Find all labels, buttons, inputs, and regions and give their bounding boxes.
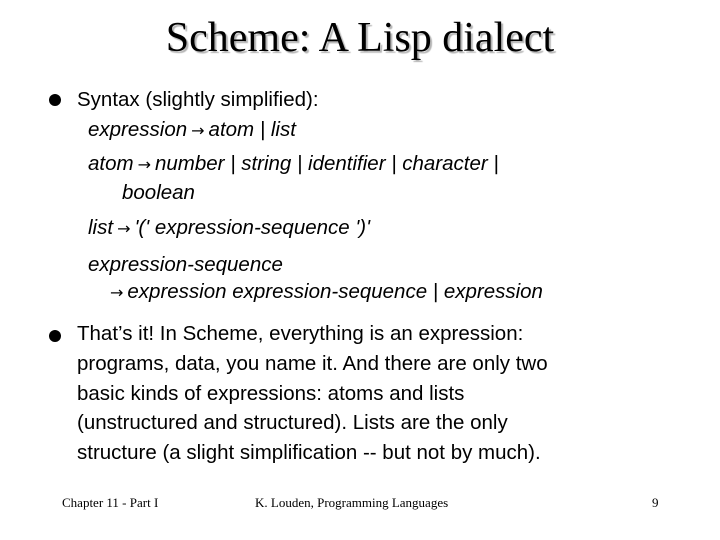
bullet-dot-1	[49, 94, 61, 106]
rule-list	[88, 216, 370, 241]
bullet2-line: (unstructured and structured). Lists are the only	[77, 411, 508, 434]
footer-chapter: Chapter 11 - Part I	[62, 495, 159, 510]
rule-rhs: '(' expression-sequence ')'	[134, 216, 371, 239]
rule-atom-continuation: boolean	[122, 181, 195, 204]
rule-expression-sequence: expression-sequence	[88, 253, 283, 276]
right-arrow-icon: →	[117, 219, 131, 238]
right-arrow-icon: →	[110, 283, 124, 302]
rule-atom	[88, 152, 499, 177]
bullet-dot-2	[49, 330, 61, 342]
rule-expression-sequence-rhs	[110, 280, 543, 305]
rule-lhs: atom	[88, 152, 134, 175]
slide-title: Scheme: A Lisp dialect	[165, 15, 555, 61]
rule-lhs: expression	[88, 118, 188, 141]
bullet2-line: That’s it! In Scheme, everything is an expression:	[77, 322, 524, 345]
bullet2-line: basic kinds of expressions: atoms and lists	[77, 382, 465, 405]
right-arrow-icon: →	[137, 155, 151, 174]
bullet2-line: structure (a slight simplification -- but not by much).	[77, 441, 541, 464]
bullet1-heading: Syntax (slightly simplified):	[77, 88, 319, 111]
rule-expression	[88, 118, 296, 143]
right-arrow-icon: →	[191, 121, 205, 140]
footer-author: K. Louden, Programming Languages	[255, 495, 449, 510]
bullet2-line: programs, data, you name it. And there are only two	[77, 352, 548, 375]
rule-rhs: atom | list	[208, 118, 296, 141]
rule-rhs: number | string | identifier | character |	[154, 152, 499, 175]
rule-rhs: expression expression-sequence | expression	[127, 280, 543, 303]
footer-page-number: 9	[652, 495, 659, 510]
rule-lhs: list	[88, 216, 114, 239]
